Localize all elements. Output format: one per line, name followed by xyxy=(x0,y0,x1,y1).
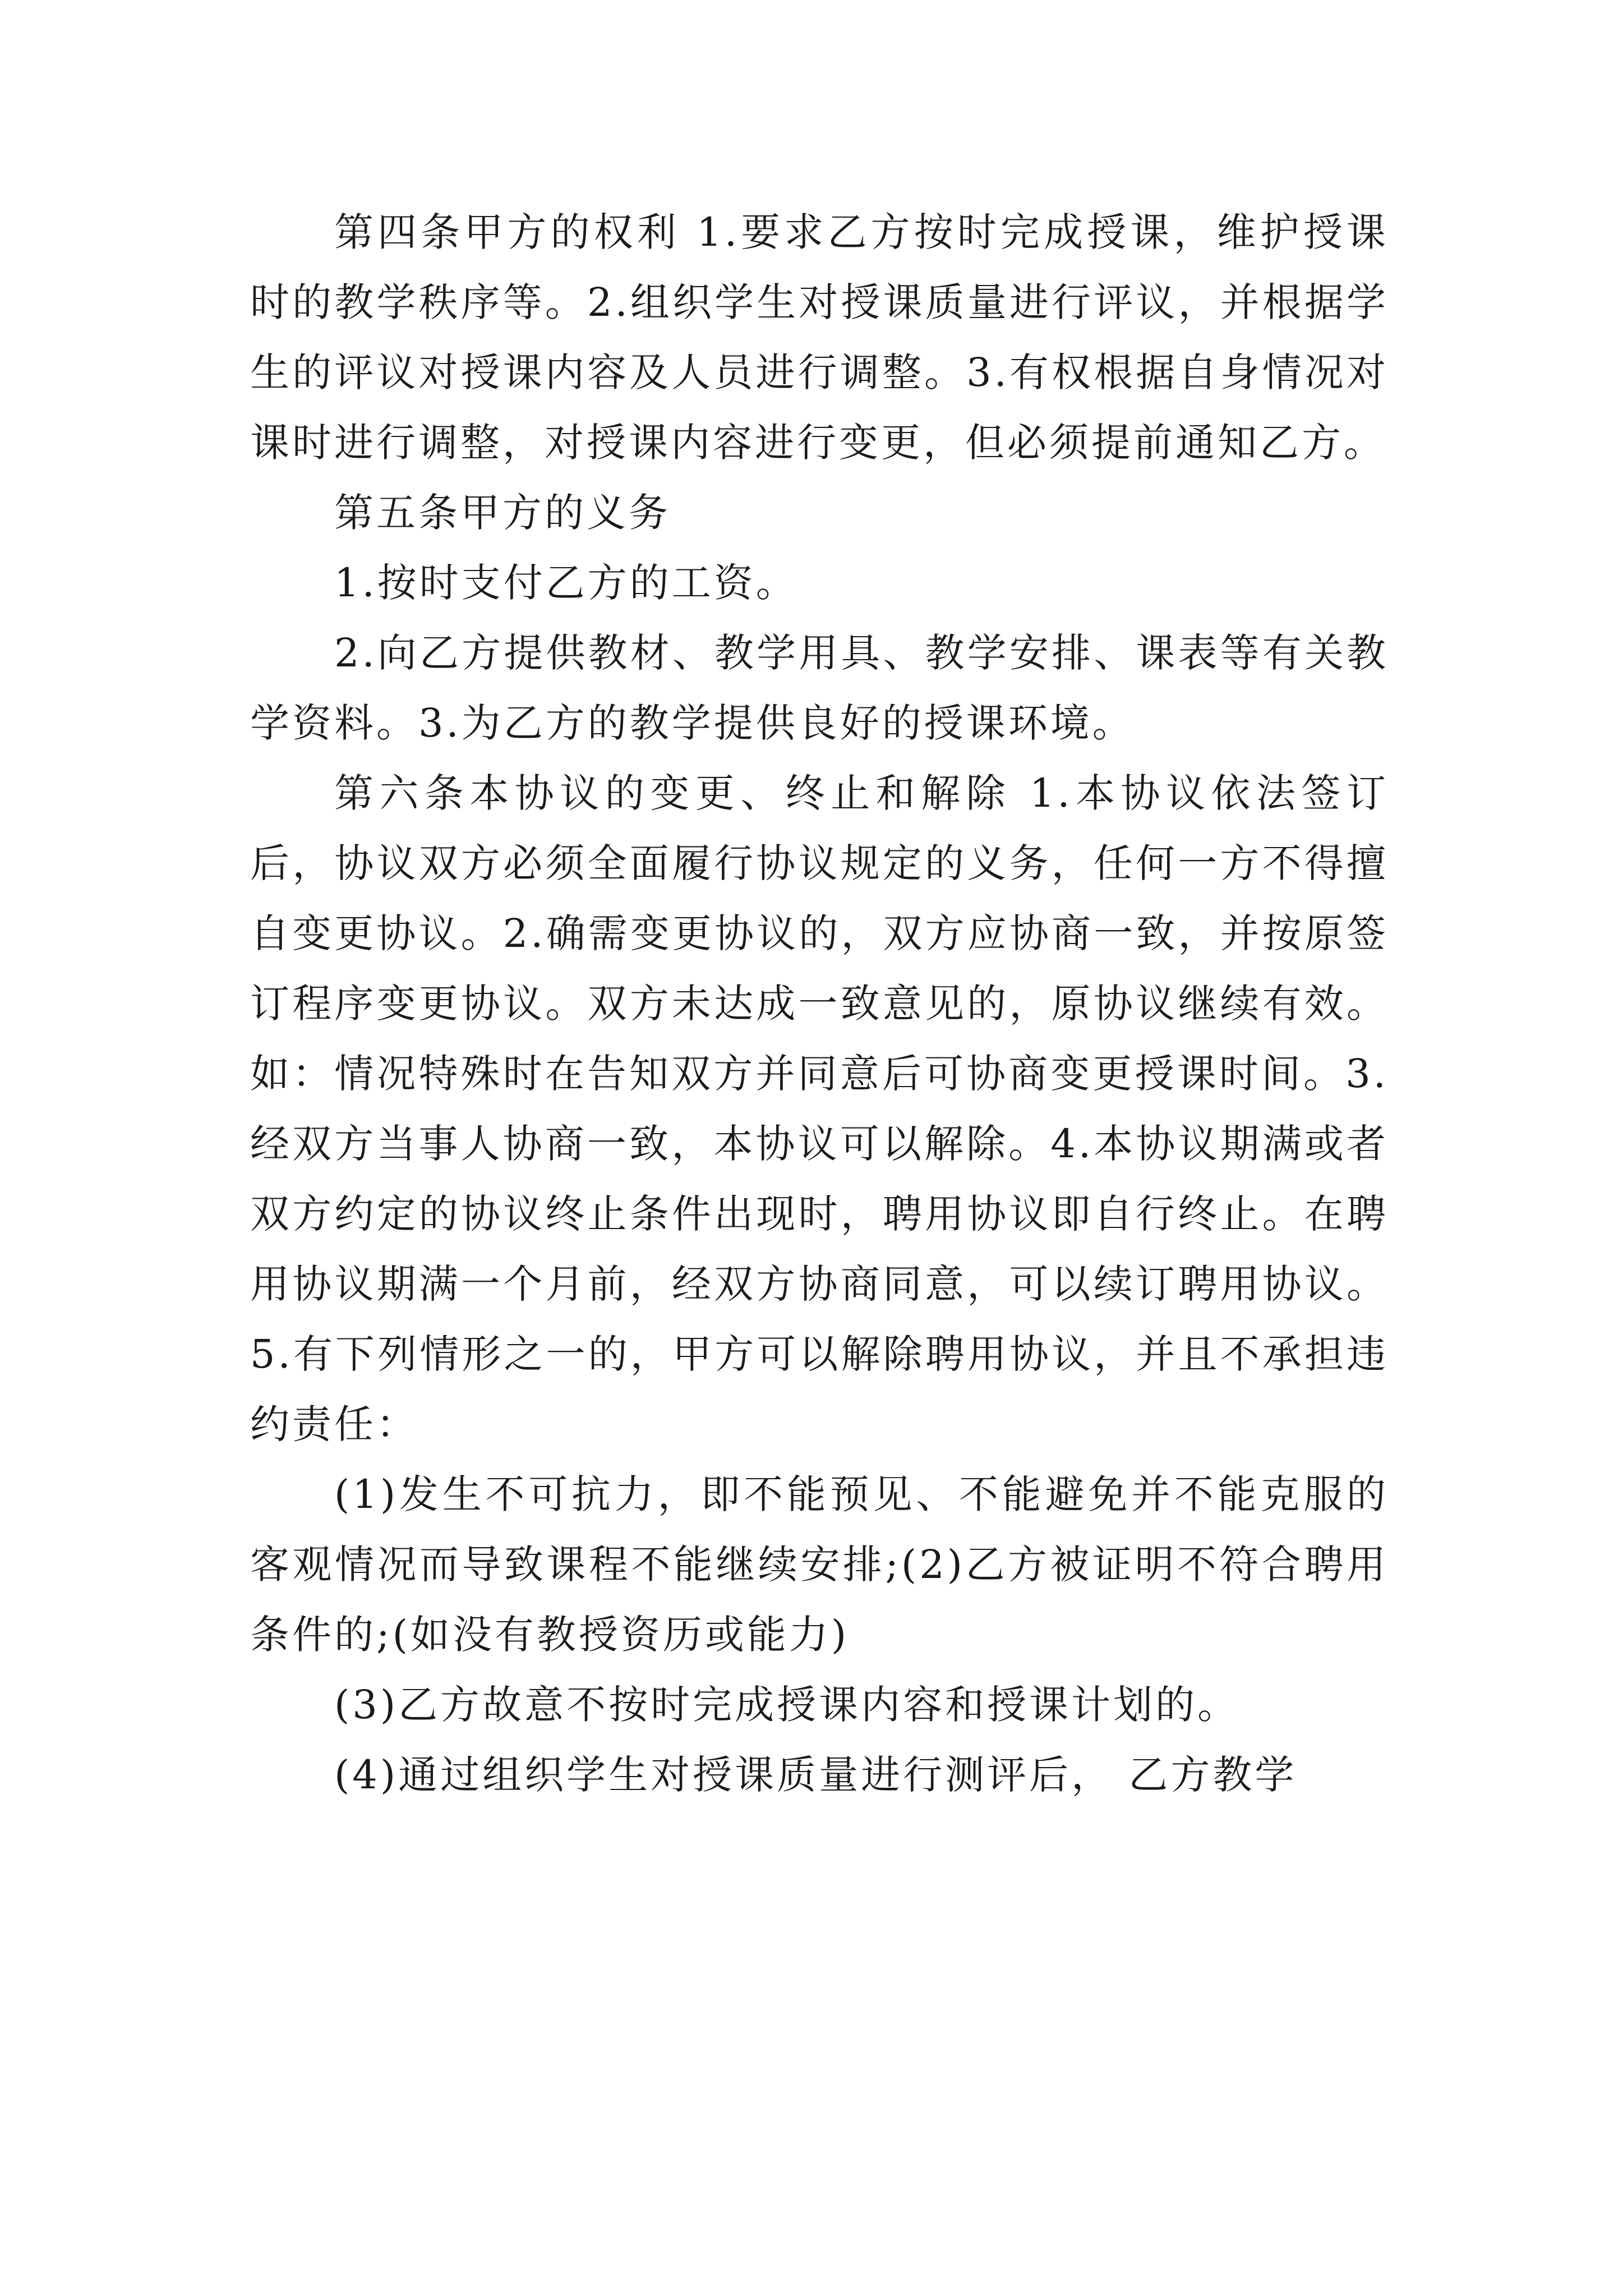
document-body xyxy=(250,197,1389,1810)
paragraph-article-6-case-3: (3)乙方故意不按时完成授课内容和授课计划的。 xyxy=(334,1682,1240,1728)
paragraph-article-5-heading: 第五条甲方的义务 xyxy=(334,490,671,536)
paragraph-article-6: 第六条本协议的变更、终止和解除 1.本协议依法签订后，协议双方必须全面履行协议规定的义务，任何一方不得擅自变更协议。2.确需变更协议的，双方应协商一致，并按原签订程序变更协议。双方未达成一致意见的，原协议继续有效。如：情况特殊时在告知双方并同意后可协商变更授课时间。3.经双方当事人协商一致，本协议可以解除。4.本协议期满或者双方约定的协议终止条件出现时，聘用协议即自行终止。在聘用协议期满一个月前，经双方协商同意，可以续订聘用协议。5.有下列情形之一的，甲方可以解除聘用协议，并且不承担违约责任： xyxy=(250,770,1389,1447)
paragraph-article-6-case-1-2: (1)发生不可抗力，即不能预见、不能避免并不能克服的客观情况而导致课程不能继续安排;(2)乙方被证明不符合聘用条件的;(如没有教授资历或能力) xyxy=(250,1471,1389,1658)
paragraph-article-4-rights: 第四条甲方的权利 1.要求乙方按时完成授课，维护授课时的教学秩序等。2.组织学生对授课质量进行评议，并根据学生的评议对授课内容及人员进行调整。3.有权根据自身情况对课时进行调整，对授课内容进行变更，但必须提前通知乙方。 xyxy=(250,209,1389,466)
paragraph-article-5-item-1: 1.按时支付乙方的工资。 xyxy=(334,560,798,606)
paragraph-article-6-case-4: (4)通过组织学生对授课质量进行测评后， 乙方教学 xyxy=(334,1752,1297,1798)
paragraph-article-5-item-2: 2.向乙方提供教材、教学用具、教学安排、课表等有关教学资料。3.为乙方的教学提供良好的授课环境。 xyxy=(250,630,1389,746)
